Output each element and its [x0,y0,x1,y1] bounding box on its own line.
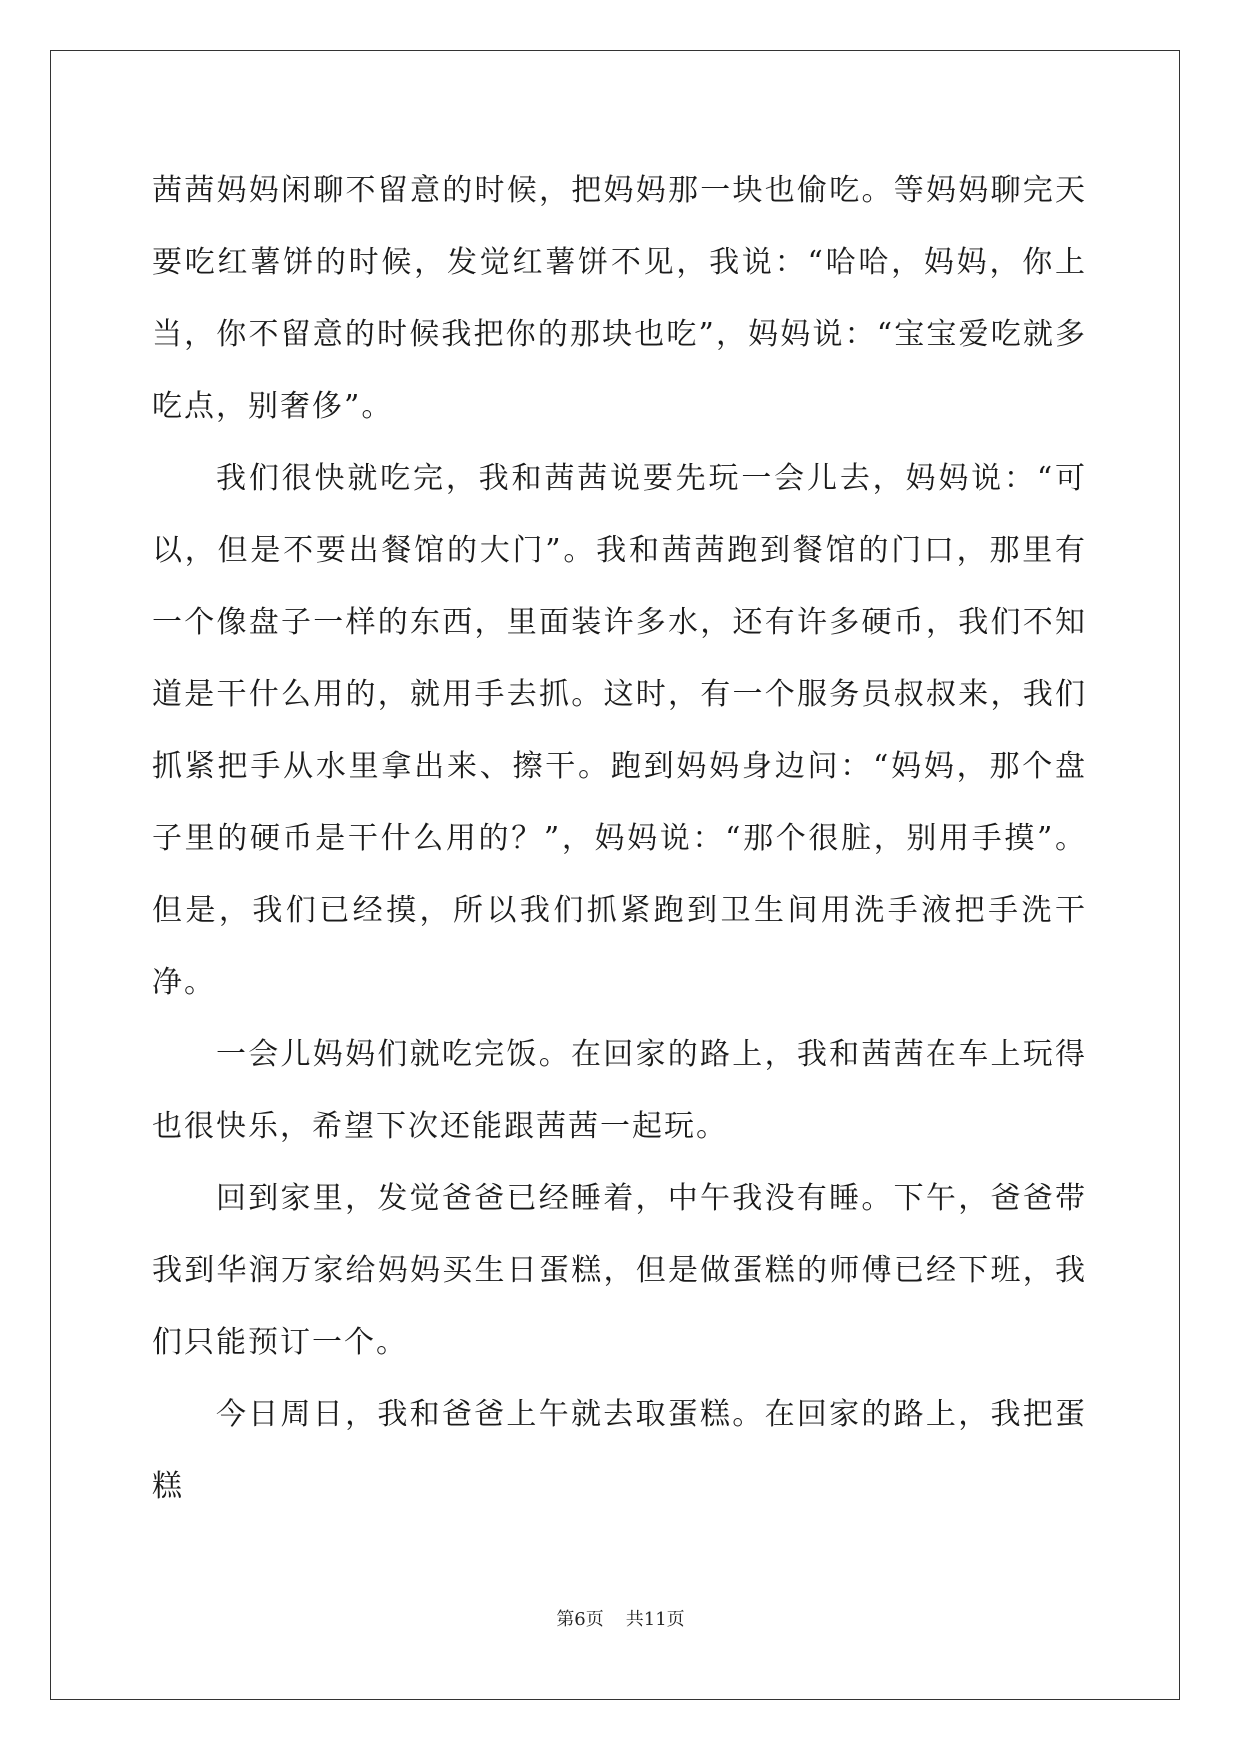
paragraph-1: 茜茜妈妈闲聊不留意的时候，把妈妈那一块也偷吃。等妈妈聊完天要吃红薯饼的时候，发觉红薯饼不见，我说：“哈哈，妈妈，你上当，你不留意的时候我把你的那块也吃”，妈妈说：“宝宝爱吃就多吃点，别奢侈”。 [152,173,1087,424]
document-body [152,155,1087,1523]
paragraph-2: 我们很快就吃完，我和茜茜说要先玩一会儿去，妈妈说：“可以，但是不要出餐馆的大门”。我和茜茜跑到餐馆的门口，那里有一个像盘子一样的东西，里面装许多水，还有许多硬币，我们不知道是干什么用的，就用手去抓。这时，有一个服务员叔叔来，我们抓紧把手从水里拿出来、擦干。跑到妈妈身边问：“妈妈，那个盘子里的硬币是干什么用的？”，妈妈说：“那个很脏，别用手摸”。但是，我们已经摸，所以我们抓紧跑到卫生间用洗手液把手洗干净。 [152,461,1087,1000]
page-footer [0,1605,1241,1631]
paragraph-3: 一会儿妈妈们就吃完饭。在回家的路上，我和茜茜在车上玩得也很快乐，希望下次还能跟茜茜一起玩。 [152,1037,1087,1144]
page-total: 共11页 [625,1609,685,1630]
page-number: 第6页 [556,1609,604,1630]
paragraph-5: 今日周日，我和爸爸上午就去取蛋糕。在回家的路上，我把蛋糕 [152,1397,1087,1504]
paragraph-4: 回到家里，发觉爸爸已经睡着，中午我没有睡。下午，爸爸带我到华润万家给妈妈买生日蛋糕，但是做蛋糕的师傅已经下班，我们只能预订一个。 [152,1181,1087,1360]
